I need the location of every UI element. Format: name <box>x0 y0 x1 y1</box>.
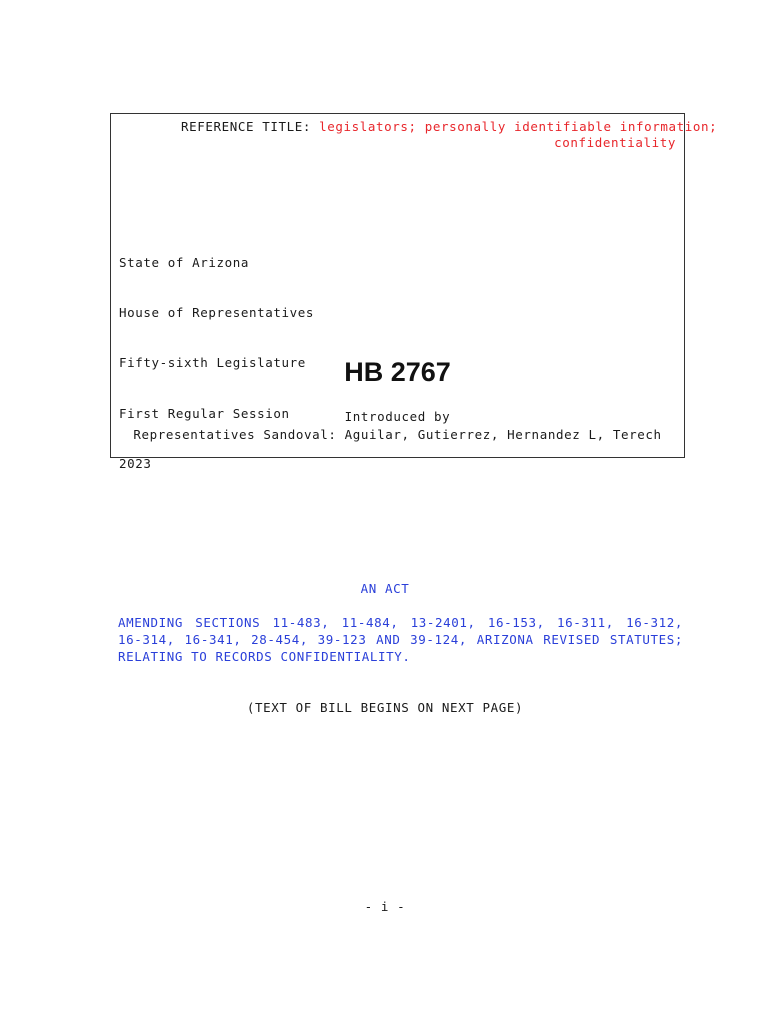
cover-box <box>110 113 718 472</box>
legislature-name: Fifty-sixth Legislature <box>119 355 306 371</box>
session-name: First Regular Session <box>119 405 290 421</box>
reference-title-label: REFERENCE TITLE: <box>181 119 312 134</box>
bill-number: HB 2767 <box>344 357 451 387</box>
an-act-heading: AN ACT <box>360 581 410 596</box>
introduced-by-label: Introduced by <box>344 409 451 424</box>
text-begins-note: (TEXT OF BILL BEGINS ON NEXT PAGE) <box>246 700 524 715</box>
reference-title-continuation: confidentiality <box>554 135 676 150</box>
page-number: - i - <box>364 899 406 914</box>
session-year: 2023 <box>119 456 152 472</box>
sponsors-list: Representatives Sandoval: Aguilar, Gutierrez, Hernandez L, Terech <box>133 427 662 442</box>
chamber-name: House of Representatives <box>119 304 315 320</box>
reference-title-line <box>181 119 717 134</box>
reference-title-text: legislators; personally identifiable information; <box>319 119 718 134</box>
act-description: AMENDING SECTIONS 11-483, 11-484, 13-2401, 16-153, 16-311, 16-312, 16-314, 16-341, 28-454, 39-123 AND 39-124, ARIZONA REVISED STATUTES; RELATING TO RECORDS CONFIDENTIALITY. <box>118 615 683 664</box>
state-name: State of Arizona <box>119 254 250 270</box>
